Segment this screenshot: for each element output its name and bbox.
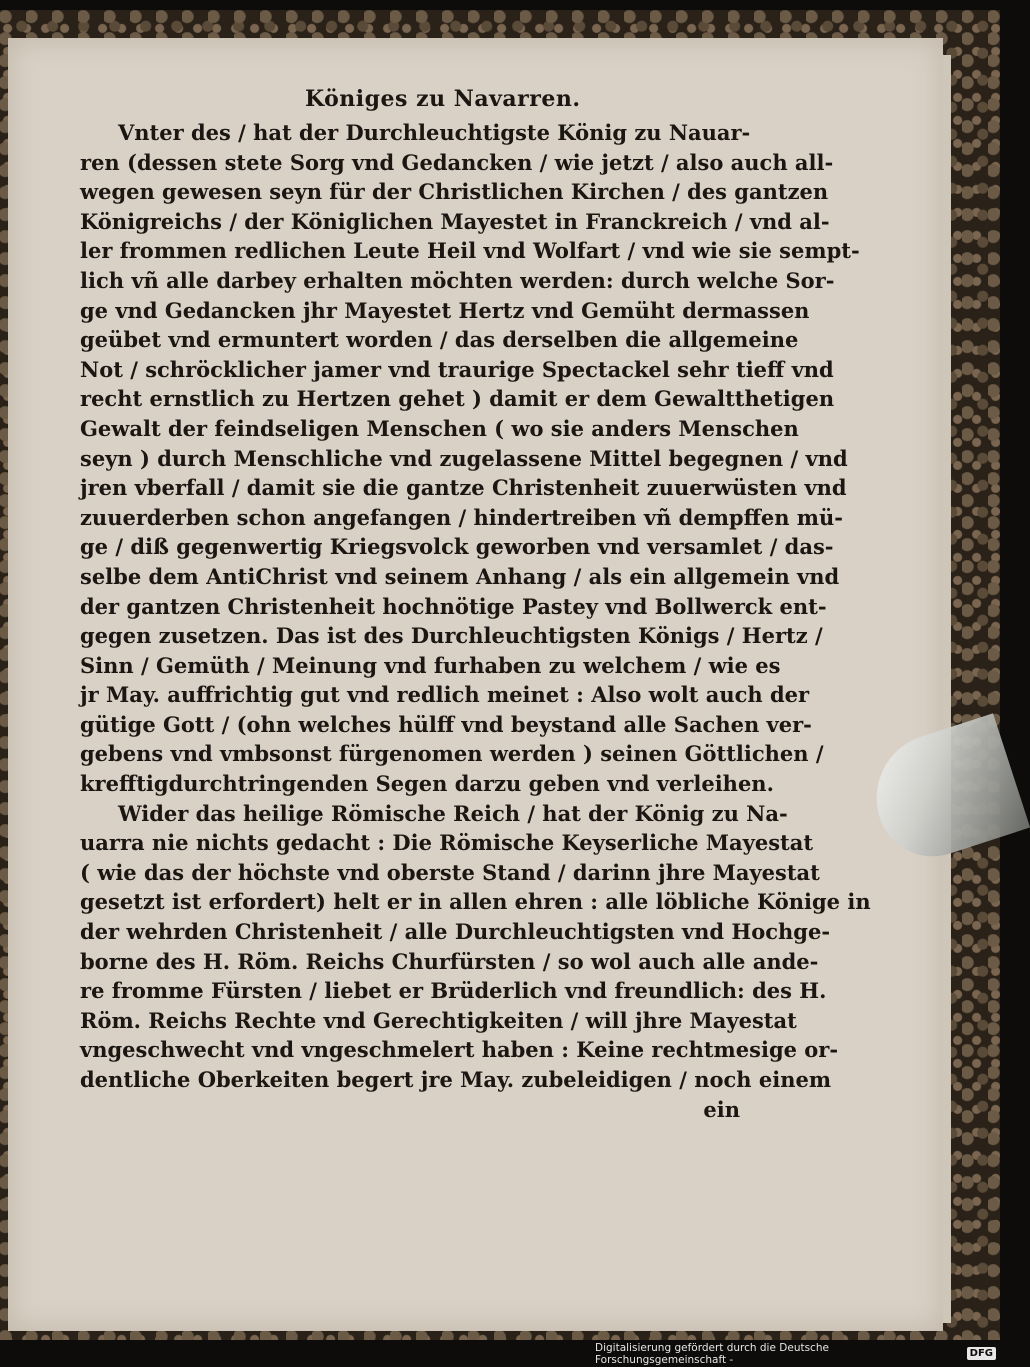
text-line: selbe dem AntiChrist vnd seinem Anhang / als ein allgemein vnd [80,563,840,589]
text-line: uarra nie nichts gedacht : Die Römische Keyserliche Mayestat [80,830,814,856]
text-line: krefftigdurchtringenden Segen darzu geben vnd verleihen. [80,771,774,797]
text-line: zuuerderben schon angefangen / hindertreiben vñ dempffen mü- [80,504,843,530]
text-line: der gantzen Christenheit hochnötige Pastey vnd Bollwerck ent- [80,593,827,619]
text-line: Sinn / Gemüth / Meinung vnd furhaben zu welchem / wie es [80,652,781,678]
page-edge [943,55,951,1323]
text-line: Wider das heilige Römische Reich / hat der König zu Na- [118,800,788,826]
text-line: geübet vnd ermuntert worden / das derselben die allgemeine [80,327,799,353]
text-line: lich vñ alle darbey erhalten möchten werden: durch welche Sor- [80,267,835,293]
text-line: borne des H. Röm. Reichs Churfürsten / so wol auch alle ande- [80,948,819,974]
text-line: gebens vnd vmbsonst fürgenomen werden ) seinen Göttlichen / [80,741,824,767]
text-line: ge / diß gegenwertig Kriegsvolck geworben vnd versamlet / das- [80,534,834,560]
text-line: Röm. Reichs Rechte vnd Gerechtigkeiten / will jhre Mayestat [80,1007,797,1033]
text-line: ( wie das der höchste vnd oberste Stand / darinn jhre Mayestat [80,859,820,885]
text-line: Not / schröcklicher jamer vnd traurige Spectackel sehr tieff vnd [80,356,834,382]
text-line: jr May. auffrichtig gut vnd redlich meinet : Also wolt auch der [80,682,810,708]
text-line: der wehrden Christenheit / alle Durchleuchtigsten vnd Hochge- [80,919,831,945]
text-line: re fromme Fürsten / liebet er Brüderlich vnd freundlich: des H. [80,978,827,1004]
text-line: gegen zusetzen. Das ist des Durchleuchtigsten Königs / Hertz / [80,623,823,649]
text-line: ler frommen redlichen Leute Heil vnd Wolfart / vnd wie sie sempt- [80,238,860,264]
text-line: wegen gewesen seyn für der Christlichen Kirchen / des gantzen [80,179,829,205]
text-line: Königreichs / der Königlichen Mayestet in Franckreich / vnd al- [80,208,830,234]
catchword: ein [703,1096,740,1122]
text-line: gütige Gott / (ohn welches hülff vnd beystand alle Sachen ver- [80,711,812,737]
digitization-footer [595,1340,1000,1367]
running-title: Königes zu Navarren. [305,86,581,112]
body-text [80,118,871,1124]
dfg-logo: DFG [967,1347,996,1360]
footer-credit: Digitalisierung gefördert durch die Deutsche Forschungsgemeinschaft - [595,1341,829,1366]
text-line: seyn ) durch Menschliche vnd zugelassene Mittel begegnen / vnd [80,445,848,471]
text-line: Vnter des / hat der Durchleuchtigste König zu Nauar- [118,120,751,145]
text-line: dentliche Oberkeiten begert jre May. zubeleidigen / noch einem [80,1067,832,1092]
text-line: recht ernstlich zu Hertzen gehet ) damit er dem Gewaltthetigen [80,386,835,412]
text-line: ge vnd Gedancken jhr Mayestet Hertz vnd Gemüht dermassen [80,297,810,323]
text-line: Gewalt der feindseligen Menschen ( wo sie anders Menschen [80,415,799,441]
text-line: jren vberfall / damit sie die gantze Christenheit zuuerwüsten vnd [80,475,847,501]
text-line: ren (dessen stete Sorg vnd Gedancken / wie jetzt / also auch all- [80,149,834,175]
text-line: gesetzt ist erfordert) helt er in allen ehren : alle löbliche Könige in [80,889,871,915]
text-line: vngeschwecht vnd vngeschmelert haben : Keine rechtmesige or- [80,1037,839,1063]
